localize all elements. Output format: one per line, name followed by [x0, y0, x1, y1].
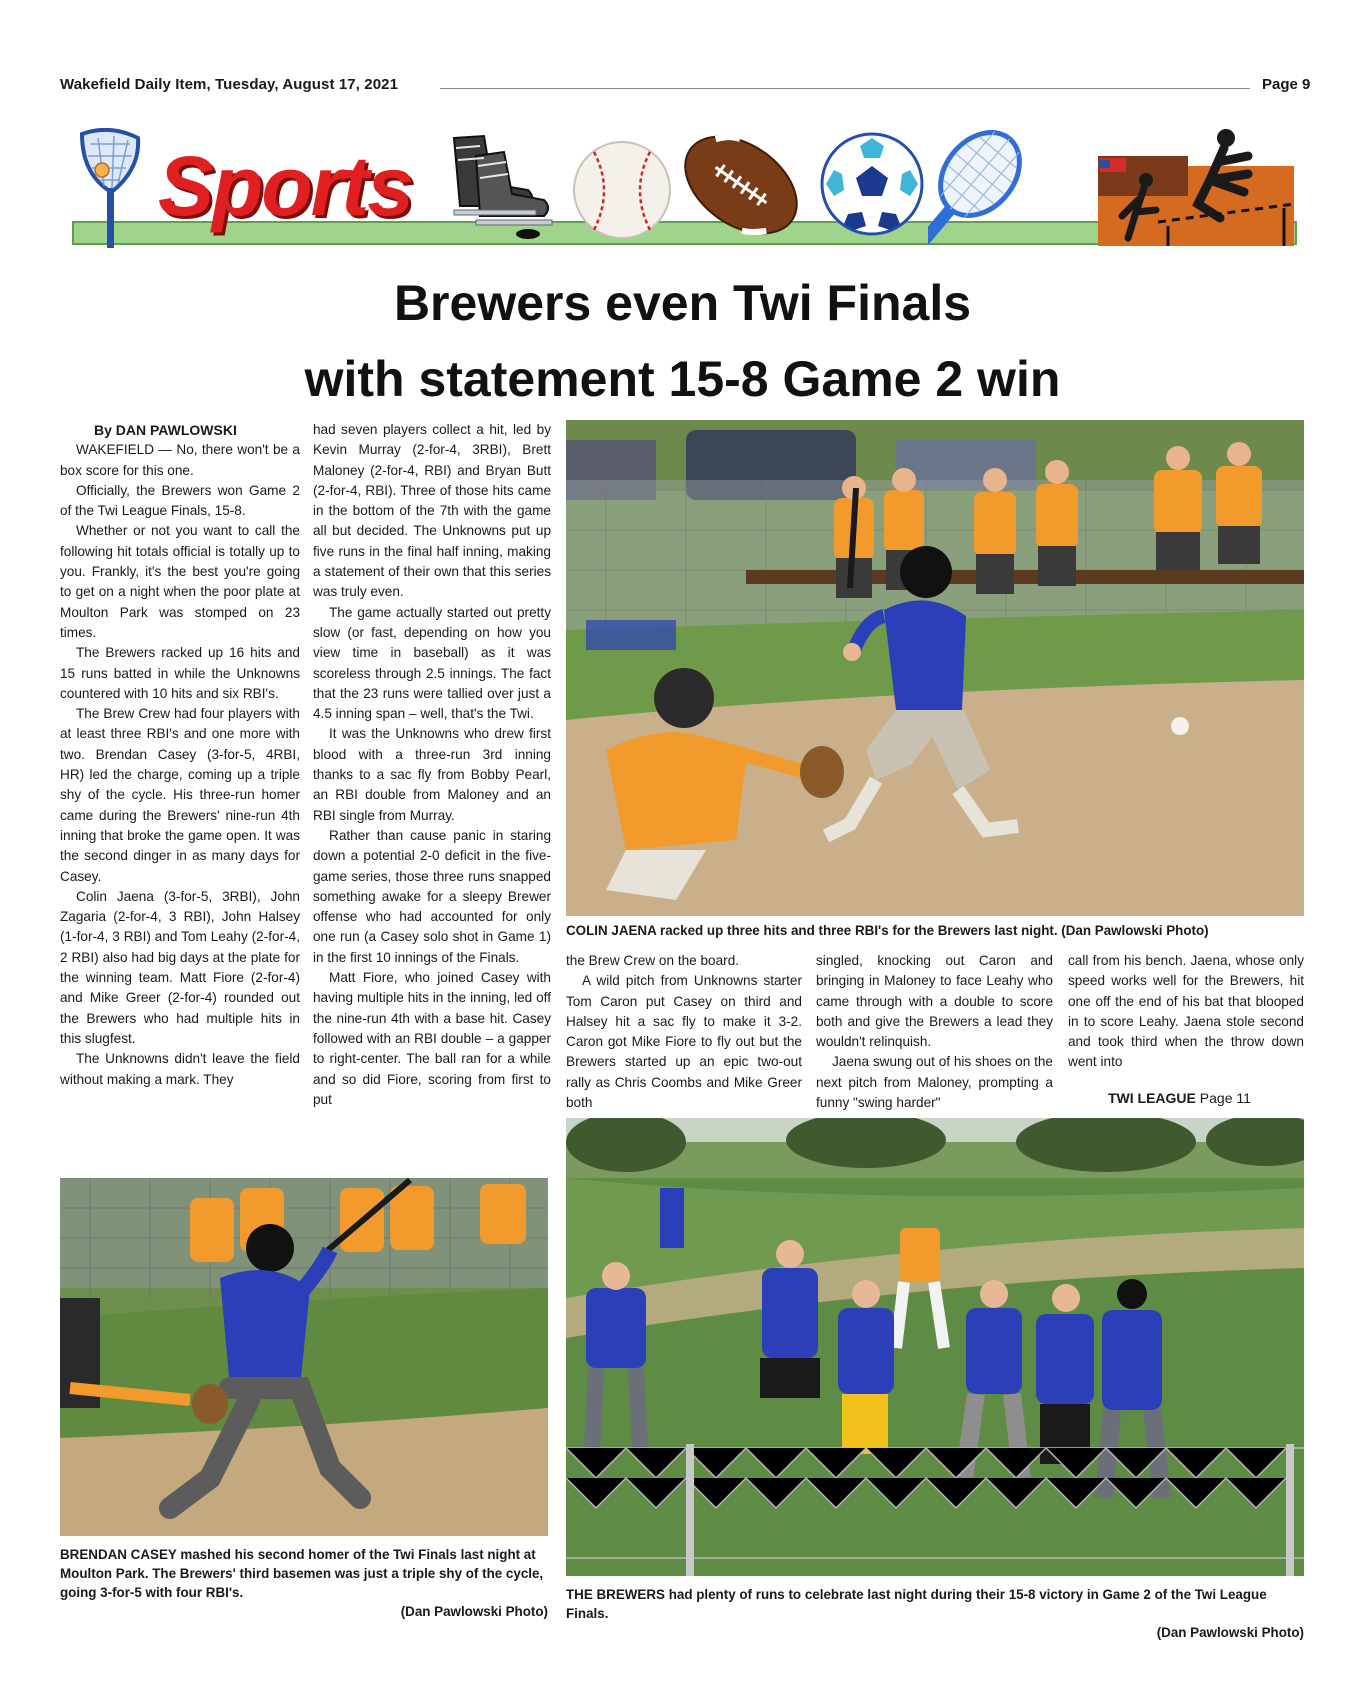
tennis-racket-icon: [928, 126, 1066, 250]
paragraph: The game actually started out pretty slow (or fast, depending on how you view time in baseball) as it was scoreless through 2.5 innings. The fact that the 23 runs were tallied over just a 4.5 inning span – well, that's the Twi.: [313, 604, 551, 722]
ice-skates-icon: [440, 128, 556, 240]
photo-colin-jaena-batting: [566, 420, 1304, 916]
article-column-3: [566, 951, 802, 1113]
headline-line-2: with statement 15-8 Game 2 win: [304, 351, 1061, 407]
baseball-icon: [570, 138, 674, 242]
caption-lead: COLIN JAENA: [566, 923, 657, 938]
paragraph: The Unknowns didn't leave the field without making a mark. They: [60, 1051, 300, 1087]
paragraph: the Brew Crew on the board.: [566, 953, 740, 968]
hurdlers-icon: [1098, 126, 1294, 246]
continued-on-page-jump: [1108, 1090, 1251, 1106]
paragraph: singled, knocking out Caron and bringing in Maloney to face Leahy who came through with a double to score both and give the Brewers a lead they wouldn't relinquish.: [816, 953, 1053, 1050]
masthead-rule: [440, 88, 1250, 89]
football-icon: [674, 120, 808, 250]
article-headline: [60, 265, 1305, 417]
paragraph: Jaena swung out of his shoes on the next pitch from Maloney, prompting a funny "swing harder": [816, 1054, 1053, 1111]
paragraph: Rather than cause panic in staring down a potential 2-0 deficit in the five-game series, those three runs snapped something awake for a sleepy Brewer offense who had accounted for only one run (a Casey solo shot in Game 1) in the first 10 innings of the Finals.: [313, 827, 551, 965]
lacrosse-stick-icon: [74, 128, 146, 250]
sports-section-title: Sports: [158, 139, 413, 233]
paragraph: call from his bench. Jaena, whose only speed works well for the Brewers, hit one off the end of his bat that blooped in to score Leahy. Jaena stole second and took third when the throw down went into: [1068, 953, 1304, 1070]
soccer-ball-icon: [818, 130, 926, 238]
paragraph: Matt Fiore, who joined Casey with having multiple hits in the inning, led off the nine-run 4th with a base hit. Casey followed with an RBI double – a gapper to right-center. The ball ran for a while and so did Fiore, scoring from first to put: [313, 970, 551, 1107]
paragraph: The Brew Crew had four players with at least three RBI's and one more with two. Brendan Casey (3-for-5, 4RBI, HR) led the charge, coming up a triple shy of the cycle. His three-run homer came during the Brewers' nine-run 4th inning that broke the game open. It was the second dinger in as many days for Casey.: [60, 706, 300, 884]
publication-date-line: Wakefield Daily Item, Tuesday, August 17, 2021: [60, 76, 399, 93]
photo-brendan-casey-swing: [60, 1178, 548, 1536]
paragraph: WAKEFIELD — No, there won't be a box score for this one.: [60, 442, 300, 478]
byline: By DAN PAWLOWSKI: [94, 422, 237, 438]
headline-line-1: Brewers even Twi Finals: [393, 275, 972, 331]
caption-lead: BRENDAN CASEY: [60, 1547, 177, 1562]
photo-1-caption: [566, 921, 1304, 940]
jump-label: TWI LEAGUE: [1108, 1090, 1196, 1106]
paragraph: Officially, the Brewers won Game 2 of the Twi League Finals, 15-8.: [60, 482, 300, 519]
photo-credit: (Dan Pawlowski Photo): [1156, 1625, 1304, 1640]
article-column-4: [816, 951, 1053, 1113]
photo-3-caption: [566, 1585, 1304, 1642]
paragraph: had seven players collect a hit, led by Kevin Murray (2-for-4, 3RBI), Brett Maloney (2-for-4, RBI) and Bryan Butt (2-for-4, RBI). Three of those hits came in the bottom of the 7th with the game all but decided. The Unknowns put up five runs in the final half inning, making a statement of their own that this series was truly even.: [313, 422, 551, 600]
jump-page: Page 11: [1199, 1090, 1251, 1106]
page-number: Page 9: [1262, 76, 1311, 93]
photo-2-caption: [60, 1545, 548, 1621]
paragraph: Whether or not you want to call the following hit totals official is totally up to you. Frankly, it's the best you're going to get on a night when the poor plate at Moulton Park was stomped on 23 times.: [60, 523, 300, 640]
caption-text: racked up three hits and three RBI's for the Brewers last night. (Dan Pawlowski Photo): [660, 923, 1209, 938]
paragraph: Colin Jaena (3-for-5, 3RBI), John Zagaria (2-for-4, 3 RBI), John Halsey (1-for-4, 3 RBI) and Tom Leahy (2-for-4, 2 RBI) also had big days at the plate for the winning team. Matt Fiore (2-for-4) and Mike Greer (2-for-4) rounded out the Brewers who had multiple hits in this slugfest.: [60, 888, 300, 1046]
paragraph: The Brewers racked up 16 hits and 15 runs batted in while the Unknowns countered with 10 hits and six RBI's.: [60, 645, 300, 701]
article-column-1: [60, 420, 300, 1090]
paragraph: It was the Unknowns who drew first blood with a three-run 3rd inning thanks to a sac fly from Bobby Pearl, an RBI double from Maloney and an RBI single from Murray.: [313, 726, 551, 823]
caption-lead: THE BREWERS: [566, 1587, 665, 1602]
photo-brewers-celebration: [566, 1118, 1304, 1576]
photo-credit: (Dan Pawlowski Photo): [400, 1604, 548, 1619]
article-column-5: [1068, 951, 1304, 1073]
article-column-2: [313, 420, 551, 1110]
paragraph: A wild pitch from Unknowns starter Tom Caron put Casey on third and Halsey hit a sac fly to make it 3-2. Caron got Mike Fiore to fly out but the Brewers started up an epic two-out rally as Chris Coombs and Mike Greer both: [566, 973, 802, 1111]
caption-text: mashed his second homer of the Twi Finals last night at Moulton Park. The Brewers' third basemen was just a triple shy of the cycle, going 3-for-5 with four RBI's.: [60, 1547, 544, 1600]
caption-text: had plenty of runs to celebrate last night during their 15-8 victory in Game 2 of the Twi League Finals.: [566, 1587, 1267, 1621]
